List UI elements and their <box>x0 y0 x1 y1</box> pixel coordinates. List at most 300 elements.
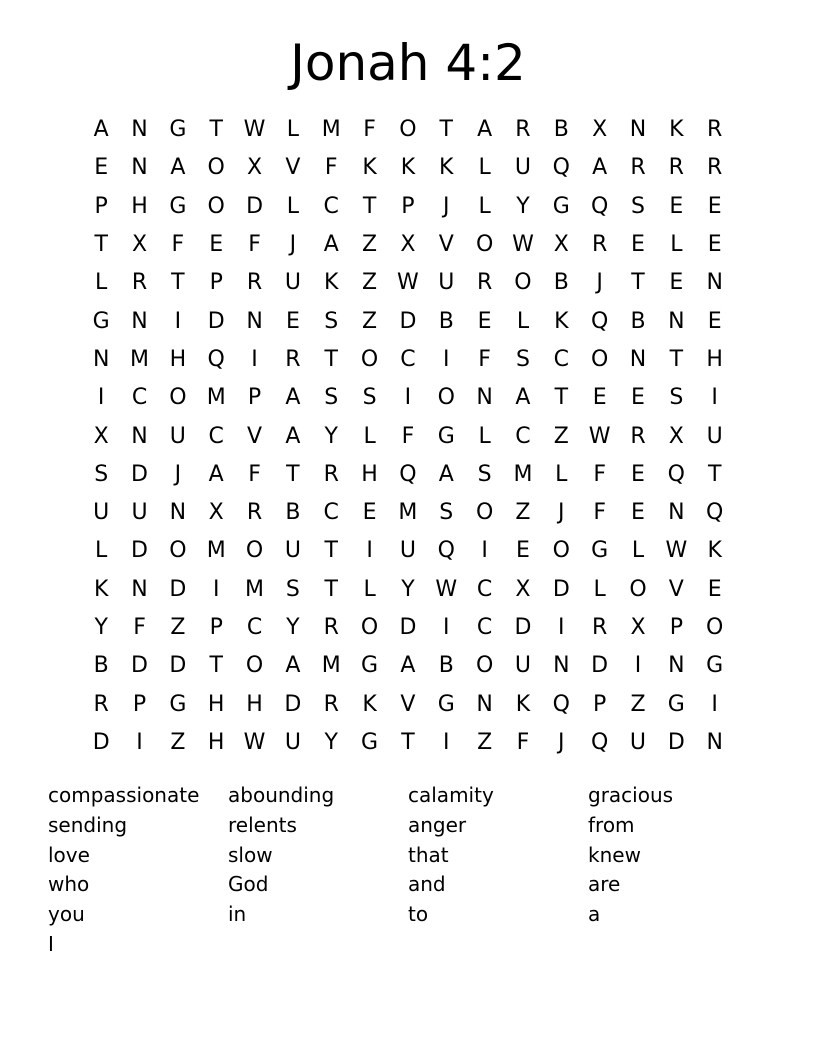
grid-letter: Z <box>170 729 186 755</box>
page-title: Jonah 4:2 <box>290 34 526 92</box>
grid-letter: N <box>131 576 148 602</box>
grid-letter: K <box>93 576 109 602</box>
grid-letter: N <box>668 653 685 679</box>
grid-letter: A <box>438 461 454 487</box>
grid-letter: Q <box>437 538 455 564</box>
grid-letter: T <box>362 193 377 219</box>
grid-letter: S <box>362 385 377 411</box>
grid-letter: I <box>97 385 105 411</box>
grid-letter: O <box>629 576 647 602</box>
word-list <box>48 782 788 961</box>
grid-letter: K <box>324 270 339 296</box>
grid-letter: W <box>512 232 534 258</box>
grid-letter: R <box>285 346 301 372</box>
grid-letter: D <box>169 653 187 679</box>
grid-letter: D <box>131 461 148 487</box>
grid-letter: D <box>246 193 264 219</box>
grid-letter: C <box>323 193 339 219</box>
grid-letter: S <box>477 461 492 487</box>
grid-letter: S <box>324 308 339 334</box>
grid-letter: Y <box>286 615 300 640</box>
word-list-item: compassionate <box>48 783 200 807</box>
grid-letter: U <box>284 270 301 296</box>
grid-letter: F <box>401 423 415 449</box>
grid-letter: P <box>669 615 683 640</box>
grid-letter: H <box>207 729 225 755</box>
grid-letter: H <box>706 346 723 372</box>
grid-letter: M <box>245 576 265 602</box>
grid-letter: X <box>208 500 224 526</box>
grid-letter: Y <box>94 615 108 640</box>
grid-letter: E <box>516 538 530 564</box>
grid-letter: A <box>515 385 531 411</box>
grid-letter: O <box>706 615 724 640</box>
grid-letter: L <box>363 576 376 602</box>
grid-letter: Q <box>590 729 609 755</box>
grid-letter: N <box>668 308 685 334</box>
grid-letter: G <box>361 653 379 679</box>
grid-letter: X <box>93 423 109 449</box>
grid-letter: Z <box>362 270 378 296</box>
grid-letter: T <box>324 576 338 602</box>
grid-letter: B <box>553 117 569 143</box>
grid-letter: C <box>515 423 531 449</box>
grid-letter: G <box>169 691 187 717</box>
grid-letter: E <box>631 500 645 526</box>
grid-letter: J <box>443 193 450 219</box>
grid-letter: A <box>285 385 301 411</box>
grid-row <box>82 685 734 723</box>
grid-letter: C <box>323 500 339 526</box>
grid-letter: G <box>169 117 187 143</box>
grid-letter: O <box>245 653 264 679</box>
grid-row <box>82 264 734 302</box>
grid-letter: L <box>670 232 683 258</box>
grid-letter: R <box>630 155 646 181</box>
grid-letter: T <box>439 117 453 143</box>
grid-letter: I <box>443 615 450 640</box>
grid-letter: U <box>169 423 186 449</box>
grid-letter: B <box>93 653 109 679</box>
grid-letter: G <box>667 691 685 717</box>
grid-letter: P <box>401 193 415 219</box>
grid-letter: W <box>435 576 458 602</box>
grid-letter: L <box>363 423 376 449</box>
grid-letter: Z <box>515 500 531 526</box>
grid-row <box>82 226 734 264</box>
grid-letter: F <box>363 117 376 143</box>
grid-letter: M <box>206 385 226 411</box>
grid-letter: E <box>707 193 722 219</box>
word-list-item: and <box>408 872 446 897</box>
grid-row <box>82 647 734 685</box>
grid-letter: R <box>323 691 339 717</box>
grid-letter: S <box>94 461 109 487</box>
grid-letter: T <box>324 346 338 372</box>
grid-letter: A <box>93 117 109 143</box>
grid-letter: D <box>169 576 187 602</box>
grid-letter: E <box>669 193 684 219</box>
grid-letter: M <box>206 538 226 564</box>
grid-letter: N <box>246 308 263 334</box>
word-list-item: God <box>228 872 269 897</box>
grid-letter: L <box>95 538 108 564</box>
grid-letter: X <box>400 232 416 258</box>
grid-letter: O <box>552 538 570 564</box>
grid-letter: T <box>401 729 415 755</box>
grid-letter: G <box>361 729 379 755</box>
grid-letter: Q <box>590 193 609 219</box>
grid-letter: R <box>515 117 531 143</box>
grid-letter: Y <box>324 423 338 449</box>
grid-letter: L <box>516 308 530 334</box>
grid-letter: B <box>438 308 454 334</box>
grid-letter: F <box>133 615 146 640</box>
grid-letter: D <box>514 615 532 640</box>
grid-letter: O <box>245 538 264 564</box>
grid-letter: I <box>481 538 488 564</box>
grid-letter: F <box>248 461 261 487</box>
grid-letter: V <box>247 423 263 449</box>
grid-row <box>82 532 734 570</box>
word-list-item: knew <box>588 842 641 867</box>
grid-letter: C <box>400 346 416 372</box>
grid-letter: O <box>169 538 187 564</box>
grid-letter: M <box>321 653 341 679</box>
grid-letter: W <box>588 423 611 449</box>
grid-letter: P <box>247 385 262 411</box>
grid-letter: C <box>131 385 148 411</box>
grid-letter: A <box>477 117 493 143</box>
grid-letter: L <box>286 117 300 143</box>
grid-letter: R <box>93 691 109 717</box>
grid-letter: A <box>285 653 301 679</box>
grid-letter: Y <box>401 576 415 602</box>
grid-letter: U <box>131 500 148 526</box>
grid-letter: R <box>668 155 684 181</box>
grid-letter: K <box>669 117 684 143</box>
grid-letter: H <box>131 193 148 219</box>
grid-row <box>82 456 734 494</box>
grid-letter: H <box>207 691 225 717</box>
grid-letter: I <box>404 385 412 411</box>
grid-letter: T <box>209 653 223 679</box>
grid-letter: T <box>209 117 223 143</box>
grid-letter: V <box>400 691 416 717</box>
grid-letter: O <box>475 232 494 258</box>
grid-letter: G <box>552 193 570 219</box>
grid-letter: L <box>631 538 645 564</box>
grid-letter: W <box>665 538 688 564</box>
grid-letter: R <box>246 500 263 526</box>
grid-row <box>82 571 734 609</box>
grid-letter: R <box>591 232 608 258</box>
grid-letter: Z <box>362 308 378 334</box>
grid-letter: U <box>284 538 301 564</box>
grid-letter: D <box>284 691 302 717</box>
grid-letter: Z <box>630 691 646 717</box>
word-list-item: are <box>588 872 621 897</box>
grid-letter: Z <box>477 729 493 755</box>
grid-letter: E <box>631 232 645 258</box>
grid-letter: C <box>476 615 493 640</box>
word-list-item: from <box>588 812 635 837</box>
grid-letter: B <box>553 270 569 296</box>
grid-letter: R <box>707 117 723 143</box>
word-list-item: slow <box>228 842 273 867</box>
grid-letter: C <box>476 576 493 602</box>
grid-letter: Z <box>362 232 378 258</box>
grid-letter: X <box>247 155 263 181</box>
grid-letter: A <box>285 423 301 449</box>
grid-letter: R <box>323 461 339 487</box>
word-list-item: who <box>48 872 90 897</box>
grid-letter: N <box>169 500 187 526</box>
grid-letter: O <box>437 385 455 411</box>
grid-letter: L <box>478 193 491 219</box>
grid-letter: O <box>590 346 609 372</box>
grid-letter: F <box>171 232 185 258</box>
grid-letter: A <box>208 461 224 487</box>
grid-letter: K <box>362 691 377 717</box>
grid-letter: C <box>553 346 569 372</box>
grid-letter: S <box>515 346 530 372</box>
grid-letter: T <box>707 461 722 487</box>
grid-letter: Q <box>552 691 570 717</box>
grid-letter: P <box>209 615 223 640</box>
grid-letter: N <box>629 117 647 143</box>
grid-letter: K <box>554 308 569 334</box>
grid-letter: U <box>706 423 723 449</box>
grid-letter: R <box>591 615 608 640</box>
grid-letter: Y <box>516 193 530 219</box>
grid-letter: O <box>514 270 532 296</box>
grid-row <box>82 494 734 532</box>
grid-row <box>82 111 734 149</box>
grid-letter: U <box>629 729 647 755</box>
grid-letter: F <box>248 232 261 258</box>
grid-letter: R <box>476 270 493 296</box>
word-list-item: relents <box>228 812 297 837</box>
grid-letter: S <box>324 385 339 411</box>
grid-letter: N <box>92 346 110 372</box>
grid-letter: G <box>591 538 609 564</box>
grid-letter: B <box>630 308 646 334</box>
grid-letter: A <box>323 232 339 258</box>
grid-letter: O <box>207 155 225 181</box>
grid-letter: V <box>438 232 454 258</box>
grid-letter: U <box>284 729 301 755</box>
grid-letter: J <box>174 461 182 487</box>
grid-letter: Q <box>590 308 609 334</box>
grid-letter: G <box>437 423 455 449</box>
grid-letter: R <box>246 270 263 296</box>
grid-letter: D <box>591 653 609 679</box>
grid-letter: J <box>558 729 565 755</box>
grid-row <box>82 341 734 379</box>
grid-letter: J <box>289 232 297 258</box>
grid-letter: D <box>399 308 417 334</box>
grid-letter: P <box>593 691 607 717</box>
grid-letter: E <box>94 155 109 181</box>
word-list-item: that <box>408 842 449 867</box>
grid-letter: Y <box>324 729 338 755</box>
grid-letter: Z <box>553 423 569 449</box>
grid-letter: S <box>631 193 645 219</box>
grid-letter: N <box>706 270 723 296</box>
grid-letter: D <box>92 729 110 755</box>
grid-letter: I <box>711 691 718 717</box>
grid-letter: W <box>243 729 266 755</box>
grid-letter: N <box>476 385 493 411</box>
grid-letter: L <box>95 270 108 296</box>
grid-letter: N <box>553 653 570 679</box>
grid-letter: O <box>169 385 187 411</box>
grid-letter: T <box>669 346 684 372</box>
grid-letter: X <box>553 232 569 258</box>
grid-letter: L <box>478 423 491 449</box>
grid-letter: G <box>169 193 187 219</box>
grid-letter: E <box>477 308 492 334</box>
grid-letter: F <box>516 729 530 755</box>
grid-letter: D <box>131 653 148 679</box>
grid-letter: O <box>207 193 225 219</box>
grid-letter: U <box>93 500 110 526</box>
grid-letter: N <box>476 691 493 717</box>
grid-letter: I <box>251 346 258 372</box>
grid-letter: X <box>630 615 646 640</box>
grid-letter: L <box>555 461 568 487</box>
word-list-item: gracious <box>588 783 674 807</box>
grid-letter: Q <box>667 461 685 487</box>
grid-letter: N <box>131 117 148 143</box>
grid-letter: I <box>174 308 182 334</box>
grid-row <box>82 724 734 762</box>
grid-letter: I <box>711 385 718 411</box>
grid-letter: E <box>209 232 224 258</box>
grid-row <box>82 188 734 226</box>
grid-letter: T <box>286 461 300 487</box>
grid-letter: H <box>169 346 187 372</box>
grid-letter: I <box>443 346 450 372</box>
grid-row <box>82 609 734 647</box>
grid-letter: A <box>170 155 186 181</box>
grid-letter: L <box>478 155 491 181</box>
grid-letter: Q <box>706 500 724 526</box>
grid-letter: D <box>207 308 225 334</box>
grid-letter: E <box>285 308 300 334</box>
grid-letter: F <box>593 461 606 487</box>
grid-letter: L <box>593 576 606 602</box>
grid-letter: T <box>171 270 185 296</box>
grid-letter: J <box>596 270 603 296</box>
word-list-item: a <box>588 902 601 927</box>
grid-letter: A <box>592 155 608 181</box>
grid-letter: R <box>630 423 646 449</box>
grid-letter: K <box>362 155 377 181</box>
word-list-item: in <box>228 902 247 927</box>
word-list-item: love <box>48 842 90 867</box>
word-list-item: to <box>408 902 429 927</box>
grid-letter: D <box>667 729 685 755</box>
grid-letter: O <box>360 615 379 640</box>
grid-letter: W <box>397 270 419 296</box>
grid-letter: V <box>285 155 301 181</box>
grid-letter: E <box>362 500 377 526</box>
letter-grid <box>82 111 734 762</box>
grid-letter: U <box>514 653 531 679</box>
grid-letter: E <box>707 576 722 602</box>
grid-letter: K <box>439 155 454 181</box>
grid-letter: E <box>707 232 722 258</box>
grid-letter: J <box>558 500 565 526</box>
grid-letter: E <box>631 385 645 411</box>
grid-letter: U <box>514 155 531 181</box>
word-list-item: abounding <box>228 783 335 807</box>
grid-letter: U <box>399 538 416 564</box>
grid-letter: D <box>399 615 417 640</box>
grid-row <box>82 302 734 340</box>
grid-letter: C <box>208 423 224 449</box>
grid-letter: P <box>132 691 147 717</box>
grid-letter: O <box>360 346 379 372</box>
grid-letter: B <box>438 653 454 679</box>
grid-letter: X <box>131 232 148 258</box>
grid-letter: M <box>513 461 533 487</box>
grid-letter: I <box>558 615 565 640</box>
grid-letter: K <box>400 155 416 181</box>
grid-letter: N <box>131 155 148 181</box>
grid-letter: P <box>209 270 223 296</box>
grid-letter: O <box>475 653 494 679</box>
word-list-item: anger <box>408 812 467 837</box>
grid-letter: Q <box>552 155 570 181</box>
grid-letter: R <box>707 155 723 181</box>
grid-letter: R <box>131 270 148 296</box>
grid-letter: F <box>593 500 606 526</box>
grid-letter: I <box>634 653 642 679</box>
grid-letter: M <box>321 117 341 143</box>
word-list-item: I <box>48 931 54 956</box>
grid-letter: I <box>366 538 373 564</box>
grid-letter: I <box>136 729 143 755</box>
grid-letter: Z <box>170 615 186 640</box>
grid-letter: Q <box>399 461 417 487</box>
grid-letter: S <box>439 500 454 526</box>
grid-letter: T <box>631 270 645 296</box>
grid-letter: P <box>94 193 108 219</box>
grid-letter: M <box>130 346 149 372</box>
grid-letter: N <box>629 346 647 372</box>
grid-row <box>82 379 734 417</box>
grid-letter: N <box>131 423 148 449</box>
grid-letter: V <box>668 576 684 602</box>
grid-letter: E <box>707 308 722 334</box>
grid-letter: L <box>286 193 300 219</box>
grid-letter: A <box>400 653 416 679</box>
grid-letter: G <box>437 691 455 717</box>
grid-letter: R <box>323 615 339 640</box>
grid-letter: X <box>592 117 608 143</box>
grid-letter: G <box>92 308 110 334</box>
grid-letter: O <box>475 500 494 526</box>
grid-letter: N <box>131 308 148 334</box>
grid-letter: T <box>94 232 108 258</box>
grid-letter: C <box>246 615 263 640</box>
grid-letter: B <box>285 500 301 526</box>
word-list-item: calamity <box>408 783 494 807</box>
grid-letter: X <box>515 576 531 602</box>
